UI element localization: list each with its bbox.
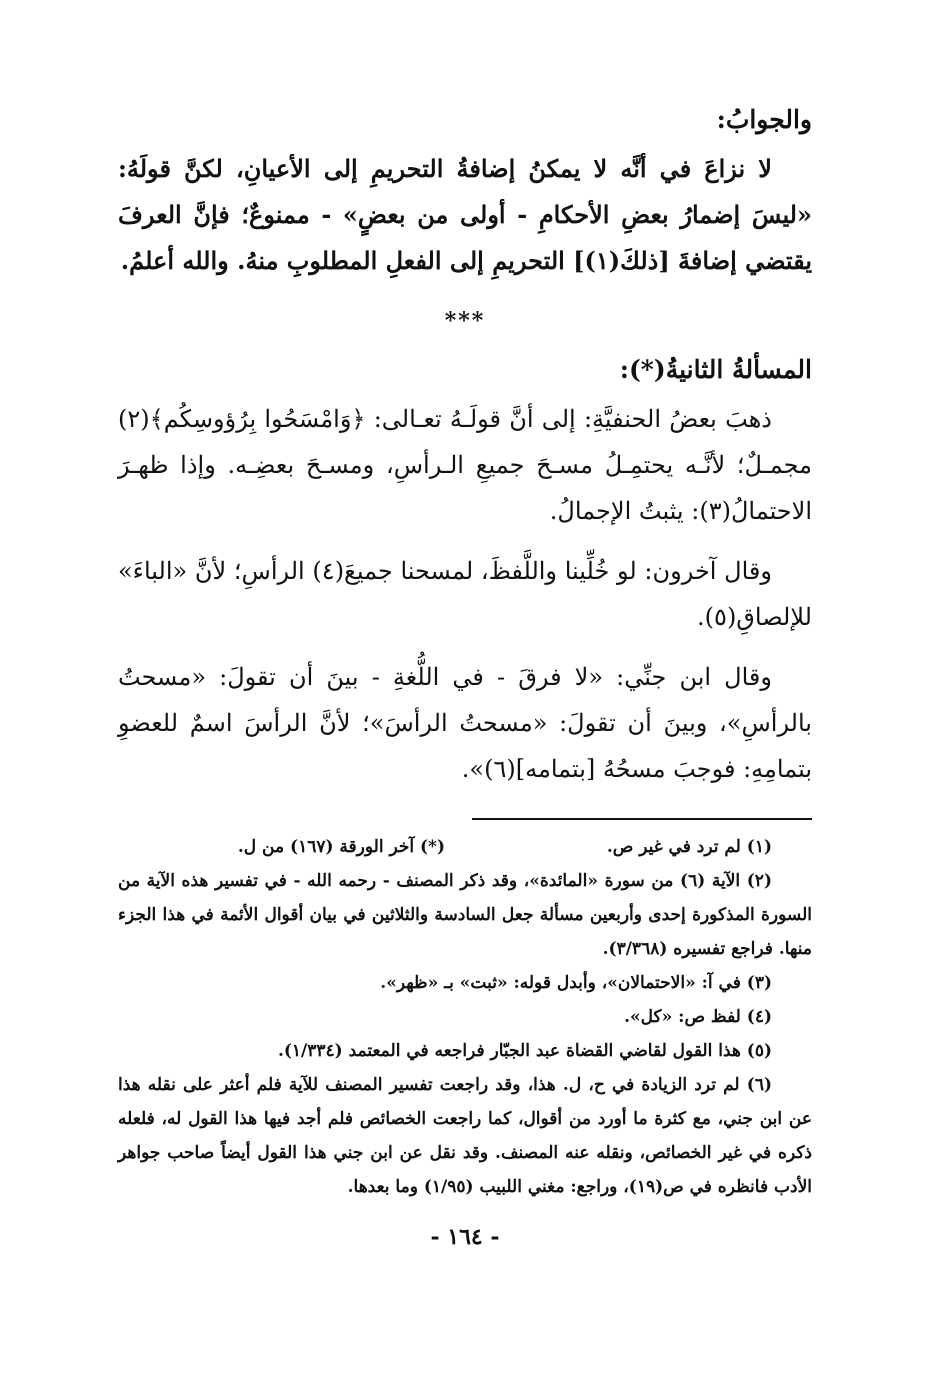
footnote-divider <box>472 818 812 820</box>
footnote-4: (٤) لفظ ص: «كل». <box>624 1007 772 1027</box>
question-two-paragraph-1: ذهبَ بعضُ الحنفيَّةِ: إلى أنَّ قولَـهُ تعـالى: ﴿وَامْسَحُوا بِرُؤوسِكُم﴾(٢) مجمـلٌ؛ لأنَّـه يحتمِـلُ مسـحَ جميعِ الـرأسِ، ومسـحَ بعضِـه. وإذا ظهـرَ الاحتمالُ(٣): يثبتُ الإجمالُ. <box>118 405 812 525</box>
question-two-heading: المسألةُ الثانيةُ(*): <box>619 355 812 384</box>
page-number: - ١٦٤ - <box>430 1224 500 1250</box>
footnote-5: (٥) هذا القول لقاضي القضاة عبد الجبّار فراجعه في المعتمد (١/٣٣٤). <box>277 1041 772 1061</box>
question-two-paragraph-3: وقال ابن جنِّي: «لا فرقَ - في اللُّغةِ - بينَ أن تقولَ: «مسحتُ بالرأسِ»، وبينَ أن تقولَ: «مسحتُ الرأسَ»؛ لأنَّ الرأسَ اسمٌ للعضوِ بتمامِهِ: فوجبَ مسحُهُ [بتمامه](٦)». <box>118 663 812 783</box>
footnote-3: (٣) في آ: «الاحتمالان»، وأبدل قوله: «ثبت» بـ «ظهر». <box>380 973 772 993</box>
footnote-2: (٢) الآية (٦) من سورة «المائدة»، وقد ذكر المصنف - رحمه الله - في تفسير هذه الآية من السورة المذكورة إحدى وأربعين مسألة جعل السادسة والثلاثين في بيان أقوال الأئمة في هذا الجزء منها. فراجع تفسيره (٣/٣٦٨). <box>118 871 812 959</box>
footnote-star: (*) آخر الورقة (١٦٧) من ل. <box>237 837 445 857</box>
book-page <box>118 100 812 1252</box>
answer-heading: والجوابُ: <box>716 105 812 134</box>
section-separator: *** <box>444 308 486 334</box>
footnote-1: (١) لم ترد في غير ص. <box>606 837 772 857</box>
answer-text: لا نزاعَ في أنَّه لا يمكنُ إضافةُ التحريمِ إلى الأعيانِ، لكنَّ قولَهُ: «ليسَ إضمارُ بعضِ الأحكامِ - أولى من بعضٍ» - ممنوعٌ؛ فإنَّ العرفَ يقتضي إضافةَ [ذلكَ(١)] التحريمِ إلى الفعلِ المطلوبِ منهُ. والله أعلمُ. <box>118 154 812 275</box>
footnote-6: (٦) لم ترد الزيادة في ح، ل. هذا، وقد راجعت تفسير المصنف للآية فلم أعثر على نقله هذا عن ابن جني، مع كثرة ما أورد من أقوال، كما راجعت الخصائص فلم أجد فيها هذا القول له، فلعله ذكره في غير الخصائص، ونقله عنه المصنف. وقد نقل عن ابن جني هذا القول أيضاً صاحب جواهر الأدب فانظره في ص(١٩)، وراجع: مغني اللبيب (١/٩٥) وما بعدها. <box>118 1075 812 1197</box>
footnote-row-first <box>118 830 812 864</box>
question-two-paragraph-2: وقال آخرون: لو خُلِّينا واللَّفظَ، لمسحنا جميعَ(٤) الرأسِ؛ لأنَّ «الباءَ» للإلصاقِ(٥). <box>118 557 812 631</box>
